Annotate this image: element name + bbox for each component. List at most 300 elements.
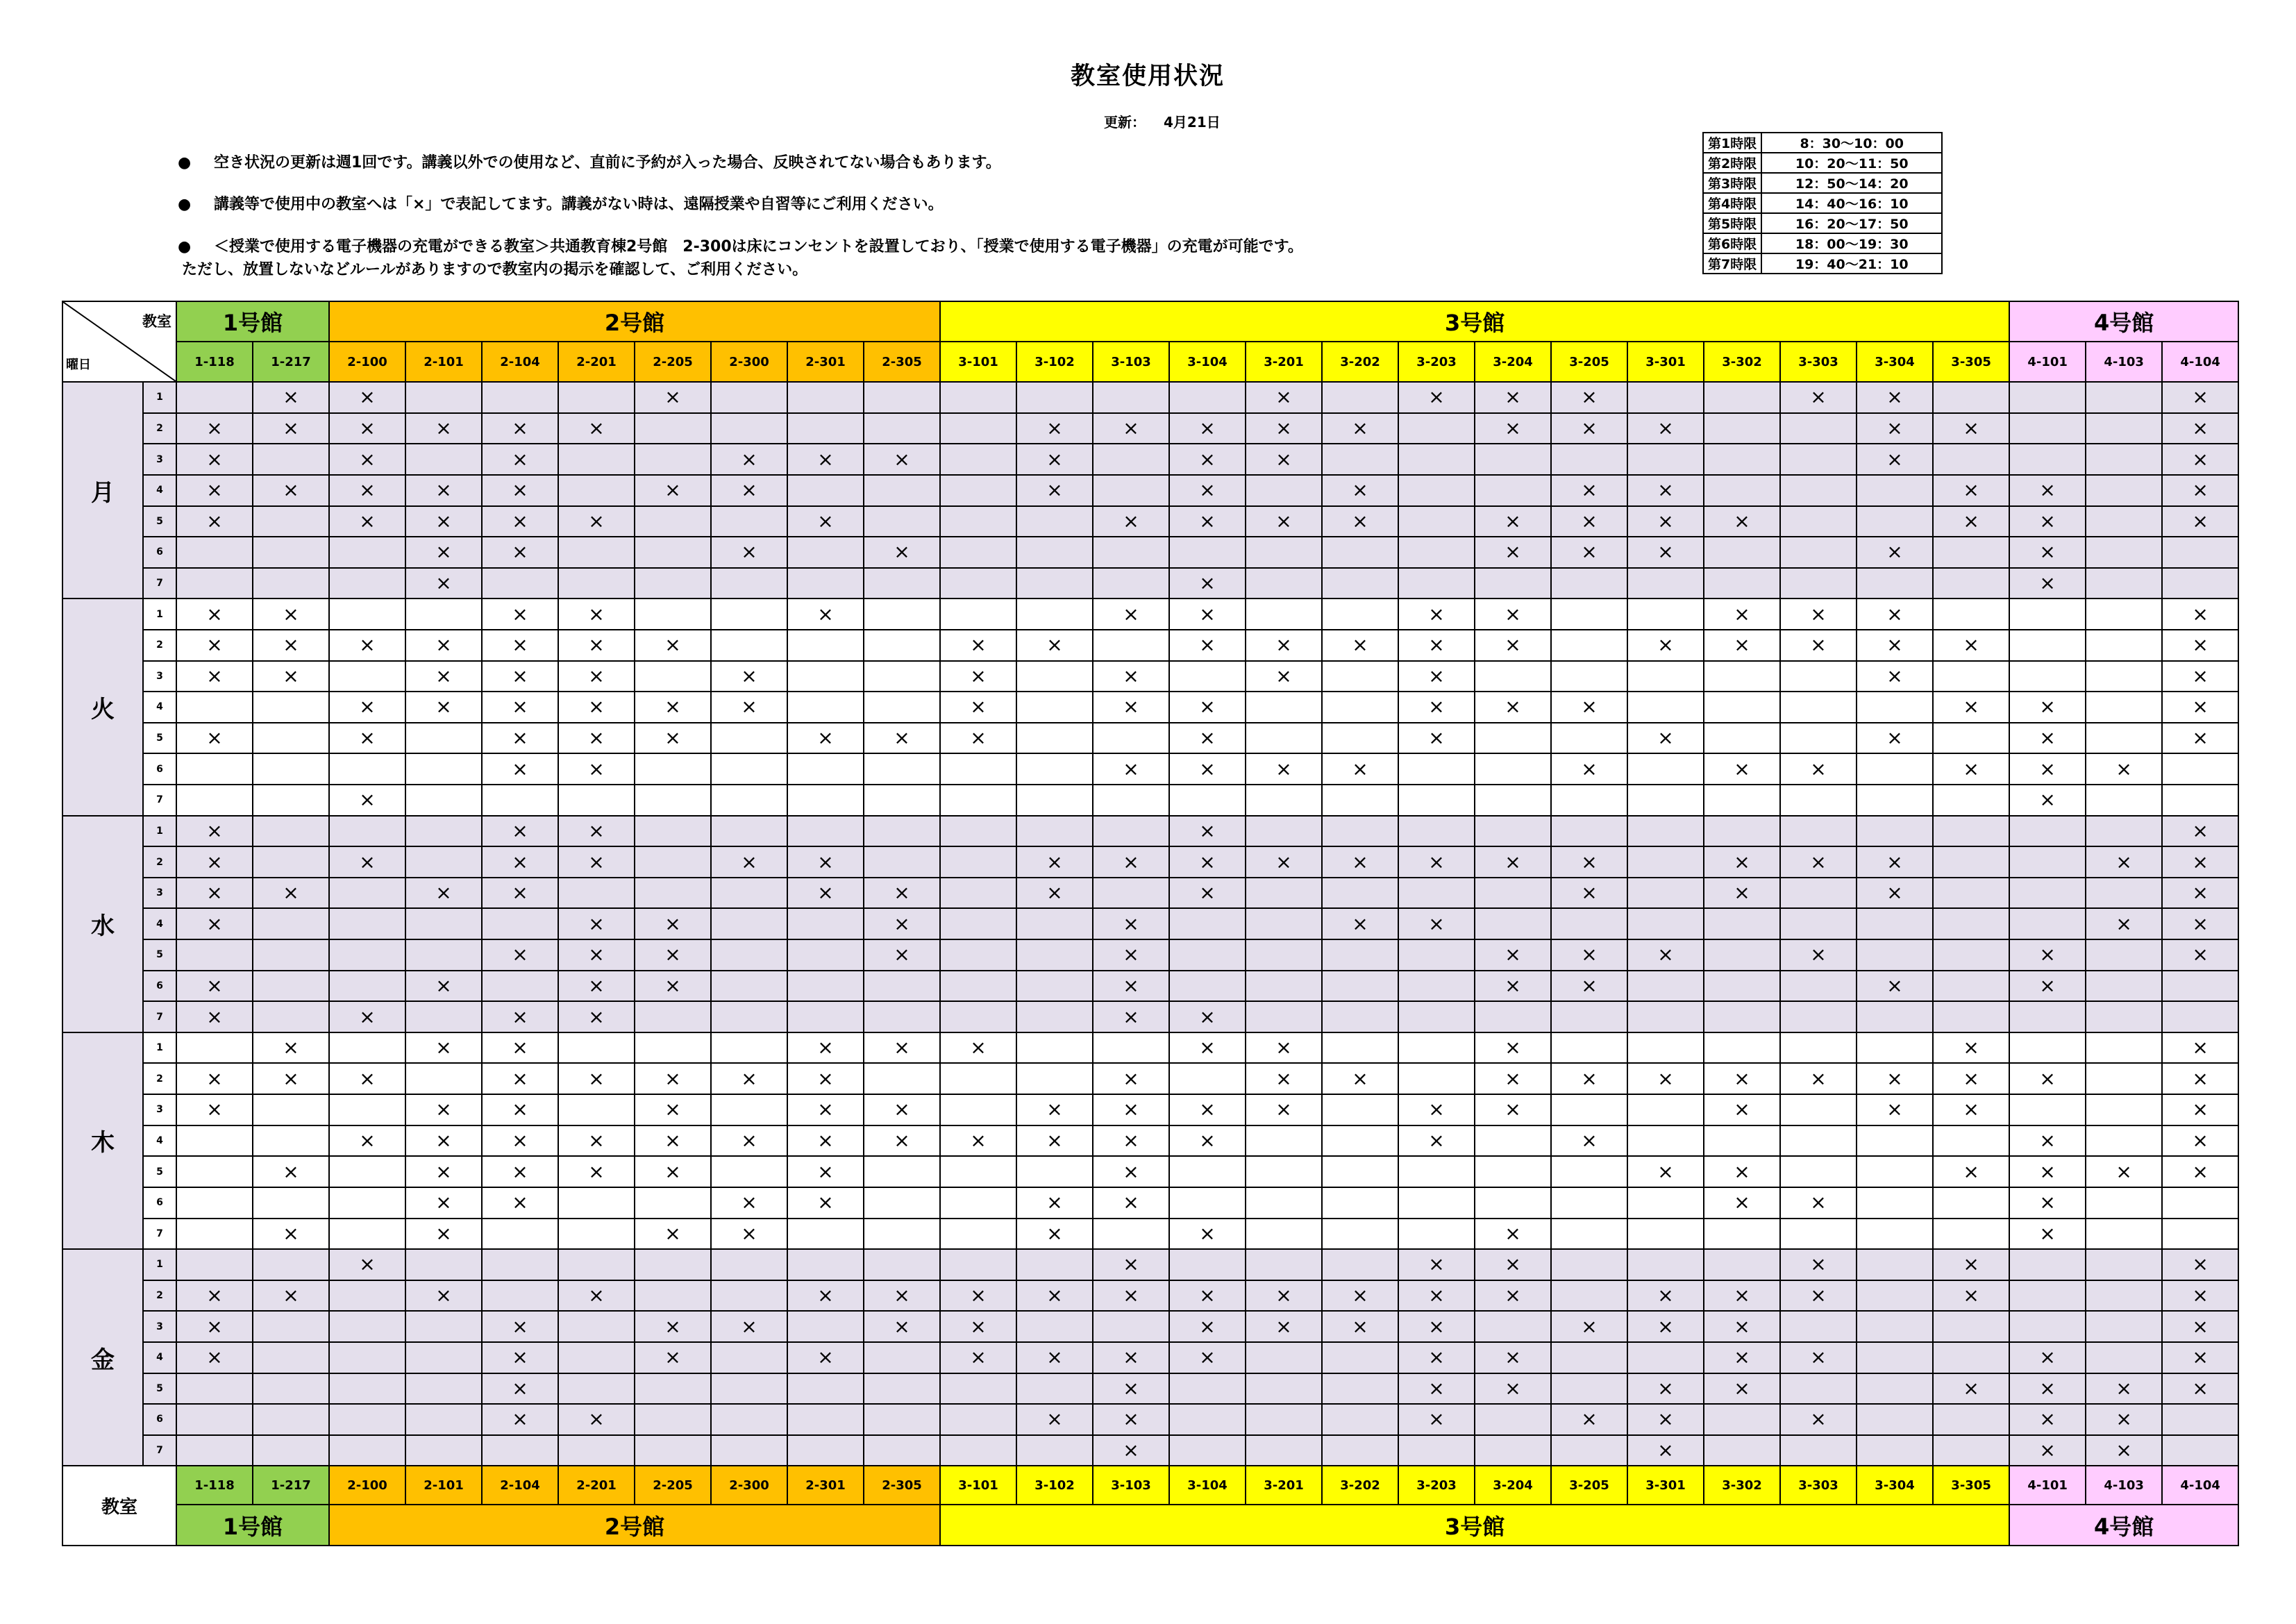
in-use-mark: × (1093, 1125, 1169, 1157)
in-use-mark: × (1780, 598, 1857, 630)
usage-cell (2086, 1342, 2162, 1373)
room-2-201: 2-201 (558, 1466, 635, 1505)
usage-cell (1322, 1435, 1398, 1466)
usage-cell (787, 908, 864, 939)
usage-cell (940, 537, 1016, 568)
usage-cell (2086, 568, 2162, 599)
usage-cell (864, 568, 940, 599)
usage-cell (711, 971, 787, 1002)
usage-cell (1780, 568, 1857, 599)
in-use-mark: × (482, 598, 558, 630)
in-use-mark: × (1398, 630, 1475, 661)
in-use-mark: × (1551, 753, 1627, 785)
in-use-mark: × (482, 1187, 558, 1219)
room-3-304: 3-304 (1857, 342, 1933, 382)
usage-cell (787, 382, 864, 413)
usage-cell (2162, 1435, 2238, 1466)
usage-cell (1627, 598, 1704, 630)
usage-cell (1398, 1063, 1475, 1094)
updated-value: 4月21日 (1164, 114, 1221, 131)
usage-cell (2009, 444, 2086, 475)
usage-cell (864, 413, 940, 444)
usage-cell (1627, 568, 1704, 599)
usage-cell (1933, 1435, 2009, 1466)
period-number: 2 (143, 846, 176, 878)
usage-cell (864, 1404, 940, 1435)
usage-cell (1704, 692, 1780, 723)
usage-cell (1322, 661, 1398, 692)
usage-cell (1551, 1187, 1627, 1219)
room-4-101: 4-101 (2009, 342, 2086, 382)
usage-cell (1246, 1156, 1322, 1187)
usage-cell (1398, 939, 1475, 971)
in-use-mark: × (253, 1063, 329, 1094)
in-use-mark: × (1857, 444, 1933, 475)
in-use-mark: × (1704, 846, 1780, 878)
in-use-mark: × (787, 1280, 864, 1312)
in-use-mark: × (1704, 1373, 1780, 1405)
period-row (62, 1219, 2238, 1250)
usage-cell (1857, 908, 1933, 939)
in-use-mark: × (329, 382, 405, 413)
in-use-mark: × (1551, 537, 1627, 568)
in-use-mark: × (1857, 598, 1933, 630)
in-use-mark: × (1627, 1156, 1704, 1187)
usage-cell (176, 1373, 253, 1405)
in-use-mark: × (558, 753, 635, 785)
usage-cell (1857, 1219, 1933, 1250)
period-row (1703, 173, 1942, 193)
usage-cell (1933, 444, 2009, 475)
in-use-mark: × (2009, 785, 2086, 816)
room-3-104: 3-104 (1169, 342, 1246, 382)
in-use-mark: × (1016, 846, 1093, 878)
usage-cell (558, 537, 635, 568)
bullet-icon: ● (178, 196, 192, 213)
in-use-mark: × (176, 1063, 253, 1094)
in-use-mark: × (635, 1342, 711, 1373)
in-use-mark: × (940, 630, 1016, 661)
in-use-mark: × (1093, 506, 1169, 537)
in-use-mark: × (1933, 1156, 2009, 1187)
in-use-mark: × (253, 598, 329, 630)
usage-cell (253, 1373, 329, 1405)
usage-cell (1016, 692, 1093, 723)
usage-cell (1169, 1249, 1246, 1280)
room-2-301: 2-301 (787, 1466, 864, 1505)
usage-cell (2086, 1219, 2162, 1250)
in-use-mark: × (1857, 413, 1933, 444)
usage-cell (711, 1032, 787, 1064)
period-row (62, 753, 2238, 785)
period-row (1703, 213, 1942, 233)
in-use-mark: × (1398, 598, 1475, 630)
in-use-mark: × (2162, 506, 2238, 537)
in-use-mark: × (176, 1342, 253, 1373)
usage-cell (253, 971, 329, 1002)
in-use-mark: × (558, 816, 635, 847)
usage-cell (1627, 846, 1704, 878)
usage-cell (787, 475, 864, 506)
in-use-mark: × (2162, 1063, 2238, 1094)
period-row (1703, 233, 1942, 253)
usage-cell (329, 1219, 405, 1250)
usage-cell (329, 1032, 405, 1064)
usage-cell (253, 753, 329, 785)
usage-cell (940, 1001, 1016, 1032)
in-use-mark: × (558, 506, 635, 537)
period-label: 第3時限 (1703, 173, 1761, 193)
period-time: 14：40～16：10 (1761, 193, 1942, 213)
period-row (62, 1435, 2238, 1466)
usage-cell (176, 692, 253, 723)
period-row (62, 537, 2238, 568)
in-use-mark: × (787, 1187, 864, 1219)
in-use-mark: × (787, 444, 864, 475)
in-use-mark: × (1169, 1311, 1246, 1342)
in-use-mark: × (1627, 475, 1704, 506)
usage-cell (940, 1404, 1016, 1435)
usage-cell (1246, 568, 1322, 599)
in-use-mark: × (635, 1219, 711, 1250)
usage-cell (1322, 816, 1398, 847)
period-row (62, 816, 2238, 847)
in-use-mark: × (2009, 1156, 2086, 1187)
usage-cell (1016, 1435, 1093, 1466)
in-use-mark: × (176, 413, 253, 444)
usage-cell (1551, 568, 1627, 599)
usage-cell (2086, 475, 2162, 506)
usage-cell (1627, 1342, 1704, 1373)
usage-cell (1169, 939, 1246, 971)
usage-cell (1780, 1001, 1857, 1032)
usage-cell (1857, 568, 1933, 599)
period-number: 4 (143, 1125, 176, 1157)
usage-cell (2086, 1249, 2162, 1280)
in-use-mark: × (1627, 939, 1704, 971)
usage-cell (1780, 1156, 1857, 1187)
usage-cell (1857, 1373, 1933, 1405)
usage-cell (940, 1187, 1016, 1219)
in-use-mark: × (253, 1219, 329, 1250)
usage-cell (1475, 568, 1551, 599)
usage-cell (1933, 1187, 2009, 1219)
in-use-mark: × (2162, 1032, 2238, 1064)
usage-cell (1780, 816, 1857, 847)
in-use-mark: × (1475, 506, 1551, 537)
in-use-mark: × (1093, 1249, 1169, 1280)
in-use-mark: × (558, 630, 635, 661)
in-use-mark: × (1857, 1063, 1933, 1094)
usage-cell (1933, 908, 2009, 939)
room-3-104: 3-104 (1169, 1466, 1246, 1505)
usage-cell (329, 568, 405, 599)
usage-cell (1322, 1094, 1398, 1125)
usage-cell (635, 785, 711, 816)
room-2-101: 2-101 (405, 342, 482, 382)
usage-cell (1246, 537, 1322, 568)
usage-cell (1398, 1001, 1475, 1032)
usage-cell (405, 1404, 482, 1435)
usage-cell (405, 723, 482, 754)
usage-cell (1933, 1342, 2009, 1373)
usage-cell (1322, 692, 1398, 723)
usage-cell (176, 1187, 253, 1219)
period-row (62, 692, 2238, 723)
usage-cell (711, 1280, 787, 1312)
in-use-mark: × (1093, 753, 1169, 785)
in-use-mark: × (329, 475, 405, 506)
usage-cell (2009, 1311, 2086, 1342)
in-use-mark: × (1780, 1063, 1857, 1094)
usage-cell (1551, 444, 1627, 475)
in-use-mark: × (1475, 1094, 1551, 1125)
usage-cell (1169, 1404, 1246, 1435)
usage-cell (1246, 1001, 1322, 1032)
usage-cell (711, 568, 787, 599)
in-use-mark: × (1169, 1219, 1246, 1250)
usage-cell (635, 1187, 711, 1219)
usage-cell (405, 846, 482, 878)
in-use-mark: × (1933, 1280, 2009, 1312)
usage-cell (1169, 1187, 1246, 1219)
in-use-mark: × (1398, 1280, 1475, 1312)
usage-cell (1704, 475, 1780, 506)
usage-cell (1780, 908, 1857, 939)
room-2-305: 2-305 (864, 342, 940, 382)
in-use-mark: × (1780, 630, 1857, 661)
usage-cell (1016, 661, 1093, 692)
in-use-mark: × (2162, 1311, 2238, 1342)
in-use-mark: × (176, 1001, 253, 1032)
room-3-101: 3-101 (940, 1466, 1016, 1505)
usage-cell (253, 1125, 329, 1157)
in-use-mark: × (1704, 878, 1780, 909)
in-use-mark: × (1246, 1094, 1322, 1125)
in-use-mark: × (711, 692, 787, 723)
in-use-mark: × (558, 908, 635, 939)
in-use-mark: × (482, 816, 558, 847)
usage-cell (1933, 816, 2009, 847)
period-number: 3 (143, 661, 176, 692)
usage-cell (1475, 878, 1551, 909)
in-use-mark: × (940, 723, 1016, 754)
in-use-mark: × (1627, 723, 1704, 754)
in-use-mark: × (635, 971, 711, 1002)
in-use-mark: × (1246, 1063, 1322, 1094)
in-use-mark: × (787, 1063, 864, 1094)
usage-cell (1627, 1187, 1704, 1219)
usage-cell (1933, 382, 2009, 413)
in-use-mark: × (1704, 1311, 1780, 1342)
usage-cell (940, 846, 1016, 878)
room-2-104: 2-104 (482, 1466, 558, 1505)
period-times-table (1702, 132, 1943, 274)
usage-cell (1780, 413, 1857, 444)
in-use-mark: × (1093, 1094, 1169, 1125)
usage-cell (1857, 1342, 1933, 1373)
usage-cell (329, 1373, 405, 1405)
usage-cell (2086, 1032, 2162, 1064)
usage-cell (635, 413, 711, 444)
in-use-mark: × (1780, 1342, 1857, 1373)
usage-cell (558, 1435, 635, 1466)
usage-cell (1246, 1342, 1322, 1373)
usage-cell (1704, 971, 1780, 1002)
in-use-mark: × (482, 1156, 558, 1187)
room-3-302: 3-302 (1704, 342, 1780, 382)
in-use-mark: × (176, 444, 253, 475)
in-use-mark: × (711, 1187, 787, 1219)
usage-cell (1704, 908, 1780, 939)
usage-cell (1780, 444, 1857, 475)
in-use-mark: × (1475, 692, 1551, 723)
in-use-mark: × (1169, 1001, 1246, 1032)
usage-cell (2009, 630, 2086, 661)
in-use-mark: × (1398, 1404, 1475, 1435)
usage-cell (2086, 878, 2162, 909)
in-use-mark: × (482, 537, 558, 568)
usage-cell (2086, 692, 2162, 723)
usage-cell (405, 785, 482, 816)
usage-cell (405, 1342, 482, 1373)
in-use-mark: × (711, 1063, 787, 1094)
usage-cell (1016, 382, 1093, 413)
usage-cell (1246, 723, 1322, 754)
room-2-301: 2-301 (787, 342, 864, 382)
day-label: 火 (62, 598, 143, 815)
in-use-mark: × (482, 506, 558, 537)
usage-cell (253, 692, 329, 723)
usage-cell (329, 1156, 405, 1187)
usage-cell (1246, 598, 1322, 630)
usage-cell (1780, 1125, 1857, 1157)
building-footer-row (62, 1505, 2238, 1546)
usage-cell (1933, 971, 2009, 1002)
usage-cell (864, 1249, 940, 1280)
usage-cell (2086, 785, 2162, 816)
usage-cell (558, 785, 635, 816)
in-use-mark: × (2009, 1342, 2086, 1373)
in-use-mark: × (1551, 382, 1627, 413)
in-use-mark: × (2162, 723, 2238, 754)
in-use-mark: × (1093, 939, 1169, 971)
usage-cell (482, 1280, 558, 1312)
usage-cell (864, 785, 940, 816)
in-use-mark: × (329, 444, 405, 475)
period-time: 10：20～11：50 (1761, 153, 1942, 173)
period-row (62, 723, 2238, 754)
period-row (62, 908, 2238, 939)
page-title: 教室使用状況 (1070, 62, 1225, 90)
usage-cell (558, 1219, 635, 1250)
in-use-mark: × (176, 1094, 253, 1125)
in-use-mark: × (1398, 908, 1475, 939)
usage-cell (253, 1342, 329, 1373)
in-use-mark: × (635, 1125, 711, 1157)
usage-cell (940, 816, 1016, 847)
usage-cell (1704, 1219, 1780, 1250)
usage-cell (864, 661, 940, 692)
usage-cell (1093, 1219, 1169, 1250)
usage-cell (940, 1063, 1016, 1094)
usage-cell (787, 661, 864, 692)
period-row (62, 1311, 2238, 1342)
usage-cell (864, 506, 940, 537)
room-3-203: 3-203 (1398, 342, 1475, 382)
usage-cell (176, 537, 253, 568)
usage-cell (1322, 1001, 1398, 1032)
in-use-mark: × (1093, 1187, 1169, 1219)
period-number: 5 (143, 1156, 176, 1187)
usage-cell (1169, 908, 1246, 939)
in-use-mark: × (176, 816, 253, 847)
usage-cell (711, 382, 787, 413)
in-use-mark: × (1627, 1404, 1704, 1435)
in-use-mark: × (1704, 506, 1780, 537)
period-number: 1 (143, 382, 176, 413)
usage-cell (1322, 598, 1398, 630)
in-use-mark: × (405, 971, 482, 1002)
usage-cell (1169, 1156, 1246, 1187)
usage-cell (1704, 661, 1780, 692)
usage-cell (711, 785, 787, 816)
in-use-mark: × (2009, 568, 2086, 599)
usage-cell (253, 1435, 329, 1466)
period-time: 8：30～10：00 (1761, 133, 1942, 153)
usage-cell (1475, 1187, 1551, 1219)
usage-cell (405, 444, 482, 475)
in-use-mark: × (1475, 1280, 1551, 1312)
in-use-mark: × (405, 661, 482, 692)
in-use-mark: × (1093, 1280, 1169, 1312)
period-number: 7 (143, 785, 176, 816)
period-row (62, 878, 2238, 909)
usage-cell (1169, 1373, 1246, 1405)
in-use-mark: × (1016, 1404, 1093, 1435)
in-use-mark: × (176, 878, 253, 909)
in-use-mark: × (1016, 413, 1093, 444)
in-use-mark: × (253, 878, 329, 909)
usage-cell (1704, 816, 1780, 847)
in-use-mark: × (329, 692, 405, 723)
in-use-mark: × (1322, 1311, 1398, 1342)
usage-cell (329, 1342, 405, 1373)
in-use-mark: × (558, 1404, 635, 1435)
usage-cell (176, 1404, 253, 1435)
usage-cell (1246, 1435, 1322, 1466)
in-use-mark: × (1551, 1404, 1627, 1435)
in-use-mark: × (940, 1032, 1016, 1064)
in-use-mark: × (1627, 506, 1704, 537)
usage-cell (1627, 878, 1704, 909)
usage-cell (2086, 1125, 2162, 1157)
usage-cell (558, 1342, 635, 1373)
in-use-mark: × (711, 661, 787, 692)
note-charging-room (178, 237, 1303, 258)
in-use-mark: × (176, 846, 253, 878)
usage-cell (1551, 1435, 1627, 1466)
usage-cell (329, 1094, 405, 1125)
usage-cell (1246, 1249, 1322, 1280)
period-label: 第4時限 (1703, 193, 1761, 213)
in-use-mark: × (864, 1094, 940, 1125)
usage-cell (1704, 444, 1780, 475)
in-use-mark: × (2162, 692, 2238, 723)
in-use-mark: × (864, 878, 940, 909)
usage-cell (1169, 971, 1246, 1002)
in-use-mark: × (1246, 413, 1322, 444)
